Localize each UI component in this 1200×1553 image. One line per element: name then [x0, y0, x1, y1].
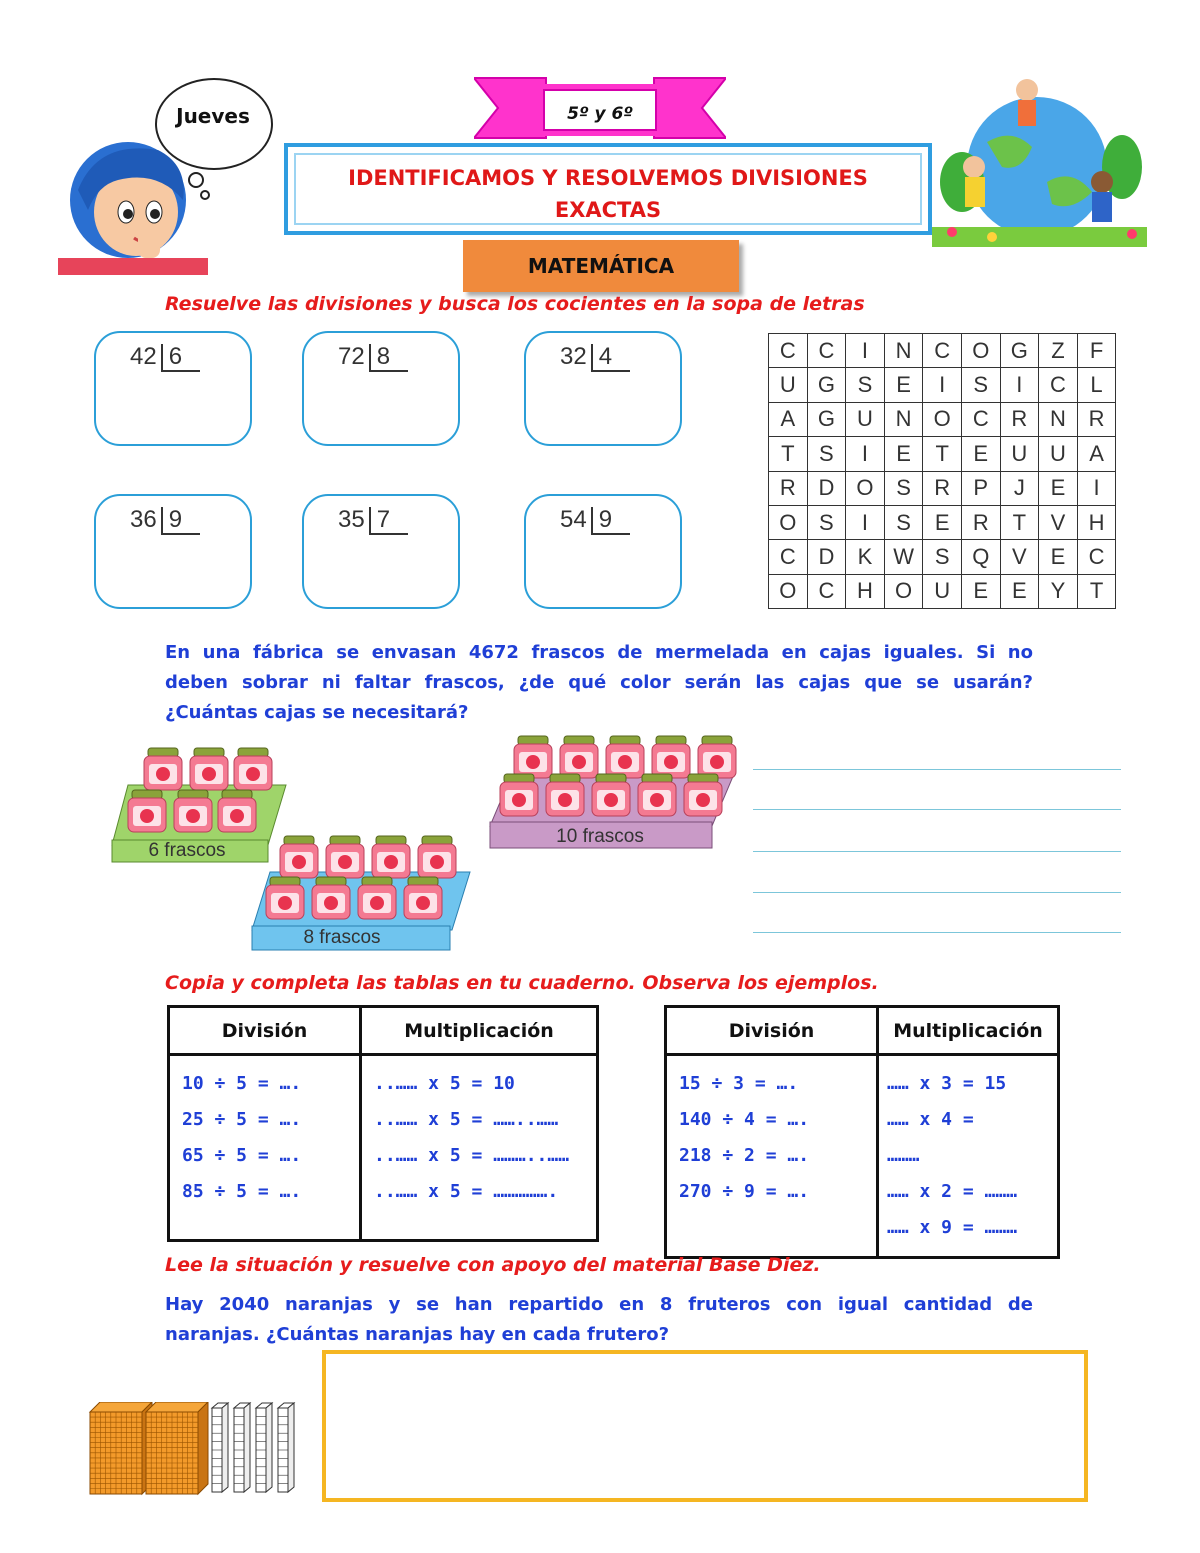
jar-icon [652, 736, 690, 778]
jar-icon [418, 836, 456, 878]
word-search-cell: T [1000, 505, 1039, 539]
problem-line: ¿Cuántas cajas se necesitará? [165, 702, 469, 723]
word-search-cell: U [923, 574, 962, 608]
word-search-cell: P [961, 471, 1000, 505]
table-cell: ..…… x 5 = ……………. [374, 1181, 559, 1202]
ten-rod-icon [278, 1403, 294, 1492]
word-search-cell: O [769, 574, 808, 608]
table-cell: ..…… x 5 = ……..…… [374, 1109, 559, 1130]
problem-line: deben sobrar ni faltar frascos, ¿de qué color serán las cajas que se usarán? [165, 672, 1033, 693]
subject-badge: MATEMÁTICA [463, 240, 739, 292]
table-cell: …… x 2 = ……… [887, 1181, 1018, 1202]
table-cell: 218 ÷ 2 = …. [679, 1145, 810, 1166]
ten-rod-icon [234, 1403, 250, 1492]
word-search-cell: Z [1039, 334, 1078, 368]
word-search-cell: Q [961, 540, 1000, 574]
word-search-cell: C [1077, 540, 1116, 574]
jar-icon [514, 736, 552, 778]
jar-icon [404, 877, 442, 919]
jar-icon [174, 790, 212, 832]
word-search-cell: A [769, 402, 808, 436]
word-search-cell: I [1000, 368, 1039, 402]
jar-icon [144, 748, 182, 790]
word-search-cell: K [846, 540, 885, 574]
problem-line: Hay 2040 naranjas y se han repartido en 8 fruteros con igual cantidad de [165, 1294, 1033, 1315]
table-cell: 65 ÷ 5 = …. [182, 1145, 302, 1166]
divisor: 6 [161, 344, 200, 372]
word-search-cell: V [1000, 540, 1039, 574]
word-search-cell: U [769, 368, 808, 402]
word-search-cell: E [1000, 574, 1039, 608]
table-cell: 85 ÷ 5 = …. [182, 1181, 302, 1202]
word-search-cell: F [1077, 334, 1116, 368]
word-search-cell: O [961, 334, 1000, 368]
tray-label: 6 frascos [148, 840, 226, 861]
word-search-cell: A [1077, 437, 1116, 471]
jar-icon [372, 836, 410, 878]
answer-line [753, 892, 1121, 893]
table-cell: …… x 3 = 15 [887, 1073, 1007, 1094]
word-search-cell: I [1077, 471, 1116, 505]
jar-icon [326, 836, 364, 878]
word-search-cell: E [961, 574, 1000, 608]
word-search-cell: Y [1039, 574, 1078, 608]
table-cell: 10 ÷ 5 = …. [182, 1073, 302, 1094]
word-search-cell: E [1039, 471, 1078, 505]
ten-rod-icon [212, 1403, 228, 1492]
dividend: 42 [130, 343, 157, 370]
jar-icon [358, 877, 396, 919]
table-cell: 15 ÷ 3 = …. [679, 1073, 799, 1094]
dividend: 32 [560, 343, 587, 370]
answer-line [753, 851, 1121, 852]
table-cell: …… x 9 = ……… [887, 1217, 1018, 1238]
word-search-cell: R [1000, 402, 1039, 436]
jar-icon [698, 736, 736, 778]
word-search-cell: G [1000, 334, 1039, 368]
table-cell: 270 ÷ 9 = …. [679, 1181, 810, 1202]
word-search-cell: D [807, 540, 846, 574]
table-cell: ……… [887, 1145, 920, 1166]
table-cell: …… x 4 = [887, 1109, 974, 1130]
word-search-cell: D [807, 471, 846, 505]
word-search-cell: R [1077, 402, 1116, 436]
word-search-cell: N [1039, 402, 1078, 436]
word-search-cell: V [1039, 505, 1078, 539]
word-search-cell: J [1000, 471, 1039, 505]
title-line-1: IDENTIFICAMOS Y RESOLVEMOS DIVISIONES [348, 166, 868, 190]
word-search-cell: R [923, 471, 962, 505]
multiplication-column [878, 1055, 1059, 1258]
divisor: 7 [369, 507, 408, 535]
jar-icon [128, 790, 166, 832]
jar-icon [234, 748, 272, 790]
table-cell: ..…… x 5 = 10 [374, 1073, 515, 1094]
word-search-cell: U [1000, 437, 1039, 471]
table-header: Multiplicación [878, 1007, 1059, 1055]
answer-line [753, 769, 1121, 770]
word-search-cell: E [961, 437, 1000, 471]
grade-label: 5º y 6º [567, 104, 633, 124]
table-division-multiplication-2 [664, 1005, 1060, 1259]
word-search-cell: N [884, 402, 923, 436]
word-search-cell: S [807, 505, 846, 539]
table-cell: 25 ÷ 5 = …. [182, 1109, 302, 1130]
word-search-cell: U [846, 402, 885, 436]
section3-heading: Copia y completa las tablas en tu cuaderno. Observa los ejemplos. [165, 972, 879, 994]
word-search-cell: O [769, 505, 808, 539]
dividend: 35 [338, 506, 365, 533]
word-search-cell: C [807, 574, 846, 608]
word-search-cell: G [807, 368, 846, 402]
table-cell: ..…… x 5 = ………..…… [374, 1145, 570, 1166]
word-search-cell: S [884, 505, 923, 539]
table-header: Multiplicación [361, 1007, 598, 1055]
jar-icon [606, 736, 644, 778]
word-search-cell: U [1039, 437, 1078, 471]
word-search-cell: T [923, 437, 962, 471]
tray-label: 10 frascos [556, 826, 644, 847]
word-search-cell: E [884, 437, 923, 471]
thousand-cube-icon [90, 1402, 152, 1494]
word-search-cell: C [769, 334, 808, 368]
word-search-cell: N [884, 334, 923, 368]
word-search-cell: E [1039, 540, 1078, 574]
problem-line: naranjas. ¿Cuántas naranjas hay en cada frutero? [165, 1324, 670, 1345]
divisor: 9 [591, 507, 630, 535]
word-search-cell: T [1077, 574, 1116, 608]
problem-text-2 [165, 1290, 1033, 1350]
jar-icon [280, 836, 318, 878]
word-search-cell: S [846, 368, 885, 402]
jar-icon [218, 790, 256, 832]
word-search-cell: O [923, 402, 962, 436]
title-line-2: EXACTAS [554, 198, 662, 222]
word-search-cell: R [769, 471, 808, 505]
jar-icon [592, 774, 630, 816]
divisor: 8 [369, 344, 408, 372]
divisor: 4 [591, 344, 630, 372]
word-search-cell: O [884, 574, 923, 608]
answer-box[interactable] [322, 1350, 1088, 1502]
division-column [666, 1055, 878, 1258]
thousand-cube-icon [146, 1402, 208, 1494]
word-search-cell: H [846, 574, 885, 608]
word-search-cell: C [769, 540, 808, 574]
problem-line: En una fábrica se envasan 4672 frascos de mermelada en cajas iguales. Si no [165, 642, 1033, 663]
multiplication-column [361, 1055, 598, 1241]
table-header: División [169, 1007, 361, 1055]
word-search-cell: G [807, 402, 846, 436]
word-search-cell: I [923, 368, 962, 402]
divisor: 9 [161, 507, 200, 535]
tray-label: 8 frascos [303, 927, 381, 948]
dividend: 72 [338, 343, 365, 370]
word-search-cell: C [1039, 368, 1078, 402]
word-search-cell: O [846, 471, 885, 505]
jar-icon [266, 877, 304, 919]
word-search-cell: T [769, 437, 808, 471]
word-search-cell: C [961, 402, 1000, 436]
table-cell: 140 ÷ 4 = …. [679, 1109, 810, 1130]
jar-icon [638, 774, 676, 816]
word-search-cell: W [884, 540, 923, 574]
base-ten-blocks [88, 1402, 308, 1497]
word-search-cell: L [1077, 368, 1116, 402]
table-division-multiplication-1 [167, 1005, 599, 1242]
section1-heading: Resuelve las divisiones y busca los cocientes en la sopa de letras [165, 293, 865, 315]
word-search-cell: I [846, 437, 885, 471]
word-search-cell: C [807, 334, 846, 368]
answer-line [753, 809, 1121, 810]
section4-heading: Lee la situación y resuelve con apoyo del material Base Diez. [165, 1254, 821, 1276]
jar-icon [500, 774, 538, 816]
day-label: Jueves [176, 104, 250, 128]
word-search-cell: I [846, 334, 885, 368]
jar-icon [560, 736, 598, 778]
word-search-cell: S [923, 540, 962, 574]
answer-line [753, 932, 1121, 933]
word-search-cell: C [923, 334, 962, 368]
word-search-cell: S [961, 368, 1000, 402]
table-header: División [666, 1007, 878, 1055]
word-search-cell: S [884, 471, 923, 505]
jar-icon [546, 774, 584, 816]
division-column [169, 1055, 361, 1241]
jar-icon [312, 877, 350, 919]
word-search-cell: E [884, 368, 923, 402]
ten-rod-icon [256, 1403, 272, 1492]
jar-icon [684, 774, 722, 816]
word-search-cell: H [1077, 505, 1116, 539]
word-search-cell: R [961, 505, 1000, 539]
dividend: 54 [560, 506, 587, 533]
word-search-cell: S [807, 437, 846, 471]
jar-icon [190, 748, 228, 790]
word-search-cell: E [923, 505, 962, 539]
dividend: 36 [130, 506, 157, 533]
word-search-cell: I [846, 505, 885, 539]
